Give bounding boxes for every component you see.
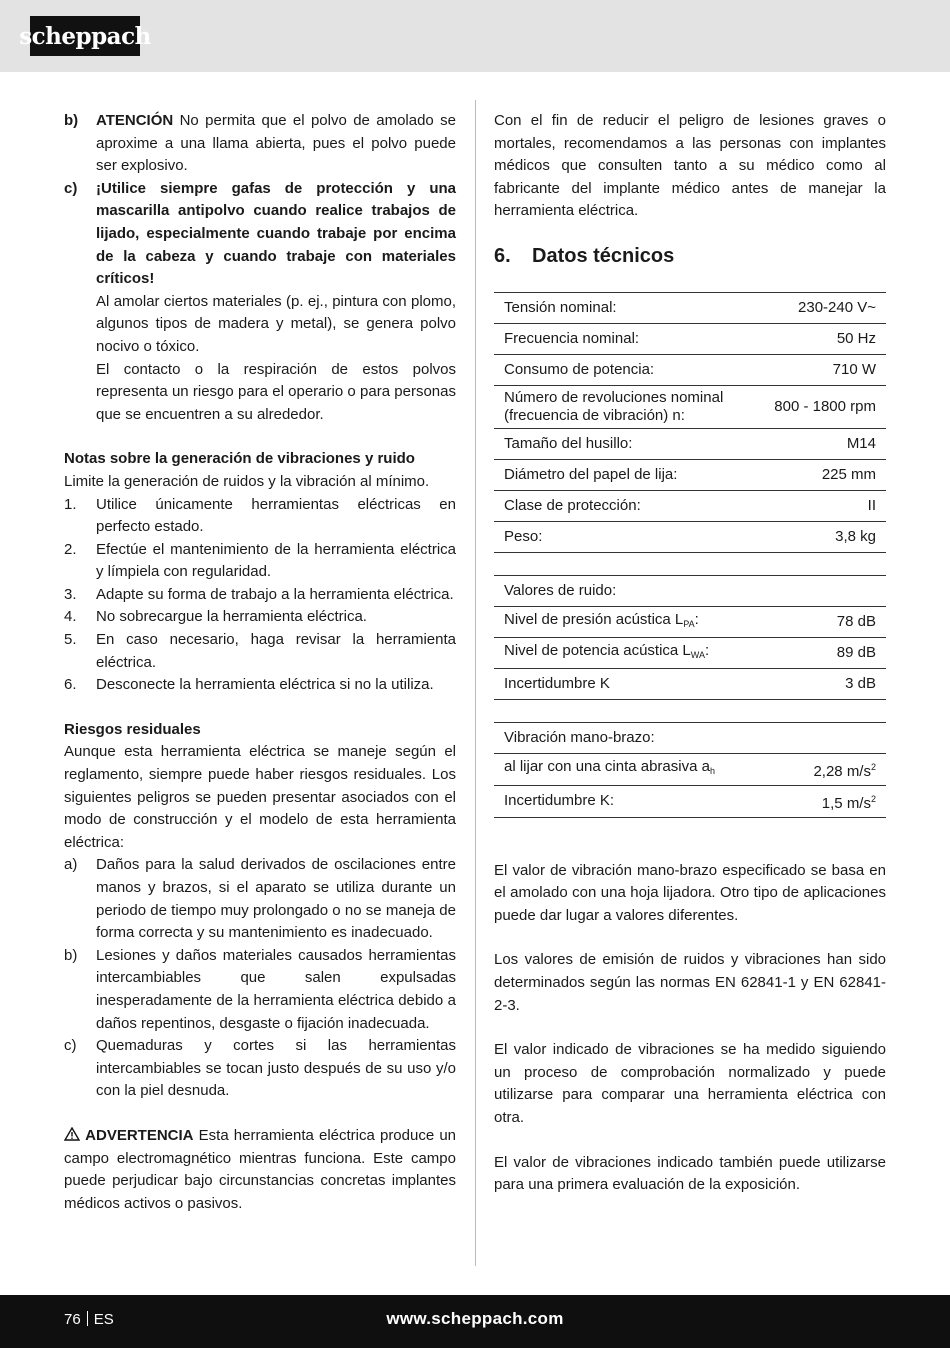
vibration-table: [494, 722, 886, 818]
measure-value: 2,28 $m/s^2$: [783, 753, 886, 785]
numbered-list: [64, 494, 456, 697]
spec-label: Tensión nominal:: [494, 292, 764, 323]
spec-row: [494, 490, 886, 521]
measure-row: [494, 668, 886, 699]
spec-value: 230-240 V~: [764, 292, 886, 323]
item-text: Utilice únicamente herramientas eléctricas en perfecto estado.: [96, 495, 456, 536]
list-item: [64, 629, 456, 674]
list-item: [64, 606, 456, 629]
list-item: [64, 584, 456, 607]
paragraph: Aunque esta herramienta eléctrica se maneje según el reglamento, siempre puede haber riesgos residuales. Los siguientes peligros se pueden presentar asociados con el modo de construcción y el modelo de esta herramienta eléctrica:: [64, 743, 456, 851]
spec-value: 710 W: [764, 354, 886, 385]
measure-row: [494, 785, 886, 817]
spec-label: Frecuencia nominal:: [494, 323, 764, 354]
spec-row: [494, 428, 886, 459]
measure-label: Nivel de potencia acústica $L_{WA}$:: [494, 637, 804, 668]
subscript: PA: [683, 618, 695, 629]
warning-icon: [64, 1127, 80, 1141]
measure-row: [494, 606, 886, 637]
measure-label: Incertidumbre K: [494, 668, 804, 699]
item-label: 5.: [64, 631, 77, 649]
spec-row: [494, 385, 886, 428]
measure-value: 78 dB: [804, 606, 886, 637]
table-head: Vibración mano-brazo:: [494, 722, 886, 753]
spec-row: [494, 354, 886, 385]
column-divider: [475, 100, 476, 1266]
paragraph: El valor indicado de vibraciones se ha medido siguiendo un proceso de comprobación normalizado y puede utilizarse para comparar una herramienta eléctrica con otra.: [494, 1041, 886, 1126]
table-head-row: [494, 722, 886, 753]
superscript: 2: [870, 761, 876, 772]
paragraph: Los valores de emisión de ruidos y vibraciones han sido determinados según las normas EN 62841-1 y EN 62841-2-3.: [494, 951, 886, 1014]
paragraph: El valor de vibración mano-brazo especificado se basa en el amolado con una hoja lijadora. Otro tipo de aplicaciones puede dar lugar a valores diferentes.: [494, 861, 886, 924]
measure-row: [494, 637, 886, 668]
lettered-list: [64, 854, 456, 1103]
item-text: Lesiones y daños materiales causados herramientas intercambiables que salen expulsadas inesperadamente de la herramienta eléctrica debido a daños repentinos, desgaste o fijación inadecuada.: [96, 946, 456, 1032]
noise-table: [494, 575, 886, 700]
list-item: [64, 494, 456, 539]
right-paragraphs: [494, 860, 886, 1197]
measure-label: Incertidumbre K:: [494, 785, 783, 817]
measure-value: 3 dB: [804, 668, 886, 699]
list-item: [64, 110, 456, 178]
spec-value: 225 mm: [764, 459, 886, 490]
left-column: [64, 110, 456, 1215]
list-item: [64, 1035, 456, 1103]
measure-label: Nivel de presión acústica $L_{PA}$:: [494, 606, 804, 637]
spec-label: Peso:: [494, 521, 764, 552]
item-label: 4.: [64, 608, 77, 626]
spec-value: 3,8 kg: [764, 521, 886, 552]
spec-value: II: [764, 490, 886, 521]
item-text: Daños para la salud derivados de oscilaciones entre manos y brazos, si el aparato se utiliza durante un periodo de tiempo muy prolongado o no se maneja de forma correcta y su mantenimiento es inadecuado.: [96, 856, 456, 942]
list-item: [64, 539, 456, 584]
item-label: 1.: [64, 495, 77, 513]
website-link[interactable]: www.scheppach.com: [386, 1309, 564, 1328]
item-label: b): [64, 946, 78, 964]
list-item: [64, 854, 456, 944]
page-number: 76 ES: [64, 1311, 114, 1328]
spec-label: Tamaño del husillo:: [494, 428, 764, 459]
measure-label: al lijar con una cinta abrasiva $a_h$: [494, 753, 783, 785]
section-title: 6. Datos técnicos: [494, 244, 675, 267]
specs-table: [494, 292, 886, 553]
list-item: [64, 178, 456, 291]
item-label: 2.: [64, 540, 77, 558]
measure-row: [494, 753, 886, 785]
spec-row: [494, 521, 886, 552]
item-text: Desconecte la herramienta eléctrica si no la utiliza.: [96, 676, 434, 694]
section-heading: Notas sobre la generación de vibraciones y ruido: [64, 450, 415, 468]
item-label: 3.: [64, 585, 77, 603]
page-header: [0, 0, 950, 72]
subscript: WA: [690, 649, 705, 660]
list-item: [64, 674, 456, 697]
paragraph: Limite la generación de ruidos y la vibración al mínimo.: [64, 472, 430, 490]
spec-value: M14: [764, 428, 886, 459]
superscript: 2: [870, 793, 876, 804]
spec-label: Consumo de potencia:: [494, 354, 764, 385]
spec-row: [494, 459, 886, 490]
spec-label: Clase de protección:: [494, 490, 764, 521]
paragraph: El valor de vibraciones indicado también puede utilizarse para una primera evaluación de la exposición.: [494, 1153, 886, 1194]
item-text: En caso necesario, haga revisar la herramienta eléctrica.: [96, 631, 456, 671]
list-item: [64, 945, 456, 1035]
item-text: Quemaduras y cortes si las herramientas intercambiables se tocan justo después de su uso y/o con la piel desnuda.: [96, 1037, 456, 1100]
item-label: a): [64, 856, 78, 874]
spec-value: 800 - 1800 rpm: [764, 385, 886, 428]
spec-row: [494, 323, 886, 354]
item-label: c): [64, 1037, 77, 1055]
item-text: No sobrecargue la herramienta eléctrica.: [96, 608, 367, 626]
subscript: h: [709, 766, 715, 777]
paragraph: Con el fin de reducir el peligro de lesiones graves o mortales, recomendamos a las personas con implantes médicos que consulten tanto a su médico como al fabricante del implante médico antes de manejar la herramienta eléctrica.: [494, 112, 886, 220]
section-heading: Riesgos residuales: [64, 720, 201, 738]
item-text: Adapte su forma de trabajo a la herramienta eléctrica.: [96, 585, 454, 603]
spec-row: [494, 292, 886, 323]
item-text: Efectúe el mantenimiento de la herramienta eléctrica y límpiela con regularidad.: [96, 540, 456, 581]
item-label: 6.: [64, 676, 77, 694]
right-column: [494, 110, 886, 1197]
paragraph: El contacto o la respiración de estos polvos representa un riesgo para el operario o para personas que se encuentren a su alrededor.: [96, 360, 456, 423]
paragraph: Al amolar ciertos materiales (p. ej., pintura con plomo, algunos tipos de madera y metal), se genera polvo nocivo o tóxico.: [96, 292, 456, 355]
measure-value: 89 dB: [804, 637, 886, 668]
brand-logo: scheppach: [30, 16, 140, 56]
table-head: Valores de ruido:: [494, 575, 886, 606]
table-head-row: [494, 575, 886, 606]
spec-label: Diámetro del papel de lija:: [494, 459, 764, 490]
spec-value: 50 Hz: [764, 323, 886, 354]
spec-label: Número de revoluciones nominal (frecuencia de vibración) n:: [494, 385, 764, 428]
measure-value: 1,5 $m/s^2$: [783, 785, 886, 817]
warning-paragraph: ADVERTENCIA Esta herramienta eléctrica produce un campo electromagnético mientras funciona. Este campo puede perjudicar bajo circunstancias concretas implantes médicos activos o pasivos.: [64, 1126, 457, 1212]
item-text: ATENCIÓN No permita que el polvo de amolado se aproxime a una llama abierta, pues el polvo puede ser explosivo.: [96, 112, 456, 175]
item-text: ¡Utilice siempre gafas de protección y una mascarilla antipolvo cuando realice trabajos de lijado, especialmente cuando trabaje por encima de la cabeza y cuando trabaje con materiales críticos!: [96, 179, 456, 288]
item-label: c): [64, 179, 78, 197]
item-label: b): [64, 112, 79, 129]
page-footer: [0, 1295, 950, 1348]
